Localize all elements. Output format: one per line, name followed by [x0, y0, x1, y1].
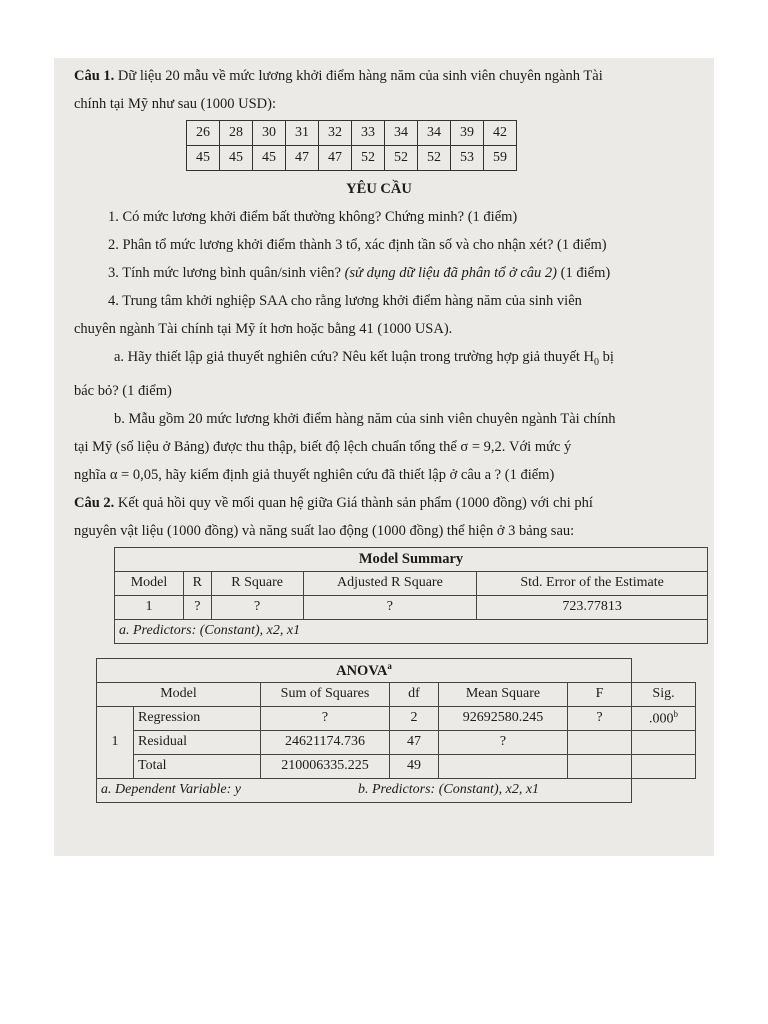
salary-cell: 52	[352, 146, 385, 171]
model-summary-data-row: 1 ? ? ? 723.77813	[115, 595, 708, 619]
requirement-4b-line1: b. Mẫu gồm 20 mức lương khởi điểm hàng năm của sinh viên chuyên ngành Tài chính	[114, 410, 616, 427]
salary-cell: 42	[484, 121, 517, 146]
salary-cell: 33	[352, 121, 385, 146]
model-summary-footnote: a. Predictors: (Constant), x2, x1	[115, 619, 708, 643]
model-summary-title: Model Summary	[115, 547, 708, 571]
exam-page	[54, 58, 714, 856]
requirement-3: 3. Tính mức lương bình quân/sinh viên? (sử dụng dữ liệu đã phân tổ ở câu 2) (1 điểm)	[108, 265, 611, 281]
salary-cell: 45	[253, 146, 286, 171]
salary-cell: 26	[187, 121, 220, 146]
salary-cell: 34	[385, 121, 418, 146]
q1-heading: Câu 1.	[74, 68, 115, 84]
salary-cell: 52	[385, 146, 418, 171]
salary-data-table	[186, 120, 517, 171]
salary-cell: 39	[451, 121, 484, 146]
anova-table	[96, 658, 696, 803]
salary-cell: 34	[418, 121, 451, 146]
salary-cell: 47	[319, 146, 352, 171]
anova-residual-row: Residual 24621174.736 47 ?	[97, 730, 696, 754]
salary-cell: 28	[220, 121, 253, 146]
requirement-4b-line2: tại Mỹ (số liệu ở Bảng) được thu thập, biết độ lệch chuẩn tổng thể σ = 9,2. Với mức ý	[74, 438, 572, 455]
requirement-4b-line3: nghĩa α = 0,05, hãy kiểm định giả thuyết nghiên cứu đã thiết lập ở câu a ? (1 điểm)	[74, 466, 555, 483]
salary-cell: 31	[286, 121, 319, 146]
anova-footnote: a. Dependent Variable: y b. Predictors: (Constant), x2, x1	[97, 778, 632, 802]
requirements-title: YÊU CẦU	[346, 181, 412, 197]
salary-row	[187, 146, 517, 171]
anova-total-row: Total 210006335.225 49	[97, 754, 696, 778]
salary-cell: 59	[484, 146, 517, 171]
salary-cell: 53	[451, 146, 484, 171]
salary-cell: 32	[319, 121, 352, 146]
requirement-1: 1. Có mức lương khởi điểm bất thường không? Chứng minh? (1 điểm)	[108, 209, 518, 225]
model-summary-table	[114, 547, 708, 644]
salary-cell: 47	[286, 146, 319, 171]
requirement-4a-line1: a. Hãy thiết lập giả thuyết nghiên cứu? Nêu kết luận trong trường hợp giả thuyết $H_0$ bị	[114, 349, 614, 368]
anova-title: ANOVA$^a$	[97, 658, 632, 682]
q1-intro-line2: chính tại Mỹ như sau (1000 USD):	[74, 96, 276, 112]
anova-header-row: Model Sum of Squares df Mean Square F Sig.	[97, 682, 696, 706]
salary-cell: 52	[418, 146, 451, 171]
q2-intro-line2: nguyên vật liệu (1000 đồng) và năng suất lao động (1000 đồng) thể hiện ở 3 bảng sau:	[74, 522, 575, 539]
requirement-4a-line2: bác bỏ? (1 điểm)	[74, 382, 172, 399]
salary-cell: 30	[253, 121, 286, 146]
salary-cell: 45	[187, 146, 220, 171]
requirement-4-line1: 4. Trung tâm khởi nghiệp SAA cho rằng lương khởi điểm hàng năm của sinh viên	[108, 293, 582, 309]
model-summary-header-row: Model R R Square Adjusted R Square Std. Error of the Estimate	[115, 571, 708, 595]
salary-row	[187, 121, 517, 146]
anova-regression-row: 1 Regression ? 2 92692580.245 ? .000$^b$	[97, 706, 696, 730]
salary-cell: 45	[220, 146, 253, 171]
q2-intro-line1: Câu 2. Kết quả hồi quy về mối quan hệ giữa Giá thành sản phẩm (1000 đồng) với chi phí	[74, 494, 593, 511]
requirement-2: 2. Phân tổ mức lương khởi điểm thành 3 tổ, xác định tần số và cho nhận xét? (1 điểm)	[108, 237, 607, 253]
requirement-4-line2: chuyên ngành Tài chính tại Mỹ ít hơn hoặc bằng 41 (1000 USA).	[74, 321, 453, 337]
q1-intro-line1: Câu 1. Dữ liệu 20 mẫu về mức lương khởi điểm hàng năm của sinh viên chuyên ngành Tài	[74, 68, 603, 84]
q2-heading: Câu 2.	[74, 494, 115, 511]
